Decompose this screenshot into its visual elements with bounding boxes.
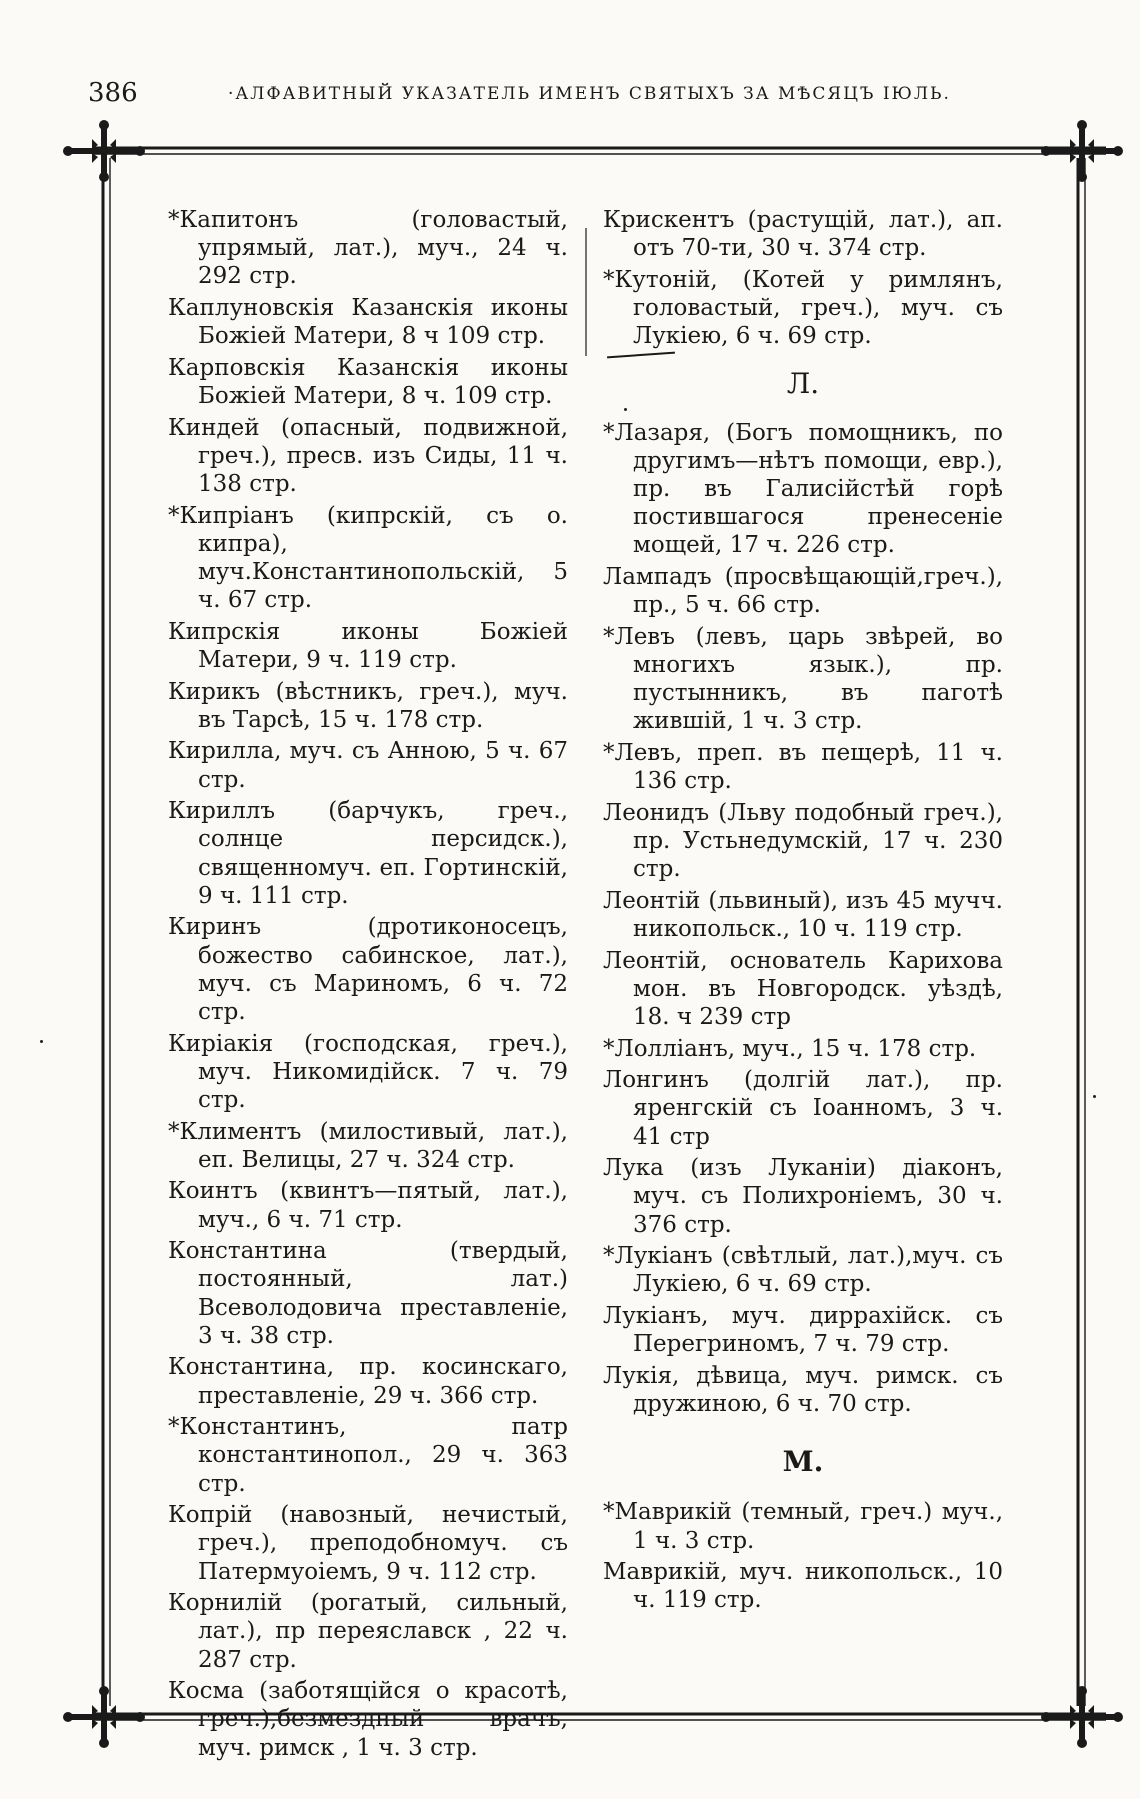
index-entry: *Кутоній, (Котей у римлянъ, головастый, греч.), муч. съ Лукіею, 6 ч. 69 стр. — [603, 266, 1003, 350]
index-entry: *Лолліанъ, муч., 15 ч. 178 стр. — [603, 1035, 977, 1062]
index-entry: Крискентъ (растущій, лат.), ап. отъ 70-ти, 30 ч. 374 стр. — [603, 207, 1003, 262]
index-entry: *Кипріанъ (кипрскій, съ о. кипра), муч.Константинопольскій, 5 ч. 67 стр. — [168, 502, 568, 614]
index-entry: *Маврикій (темный, греч.) муч., 1 ч. 3 стр. — [603, 1499, 1003, 1554]
right-column — [603, 206, 1003, 1618]
section-heading-m: М. — [782, 1445, 824, 1479]
print-speck — [40, 1040, 43, 1043]
corner-ornament-bottom-left-icon — [63, 1686, 145, 1748]
index-entry: Кипрскія иконы Божіей Матери, 9 ч. 119 стр. — [168, 618, 568, 673]
index-entry: *Лукіанъ (свѣтлый, лат.),муч. съ Лукіею, 6 ч. 69 стр. — [603, 1243, 1003, 1298]
index-entry: *Левъ (левъ, царь звѣрей, во многихъ язык.), пр. пустынникъ, въ паготѣ жившій, 1 ч. 3 стр. — [603, 623, 1003, 735]
running-title: ·АЛФАВИТНЫЙ УКАЗАТЕЛЬ ИМЕНЪ СВЯТЫХЪ ЗА МѢСЯЦЪ ІЮЛЬ. — [228, 84, 951, 104]
index-entry: Киндей (опасный, подвижной, греч.), пресв. изъ Сиды, 11 ч. 138 стр. — [168, 414, 568, 497]
left-column — [168, 206, 568, 1765]
index-entry: Лукія, дѣвица, муч. римск. съ дружиною, 6 ч. 70 стр. — [603, 1362, 1003, 1417]
index-entry: Маврикій, муч. никопольск., 10 ч. 119 стр. — [603, 1559, 1003, 1614]
index-entry: Каплуновскія Казанскія иконы Божіей Матери, 8 ч 109 стр. — [168, 295, 568, 350]
index-entry: Лонгинъ (долгій лат.), пр. яренгскій съ Іоанномъ, 3 ч. 41 стр — [603, 1067, 1003, 1150]
print-speck — [624, 408, 627, 411]
section-heading-l: Л. — [786, 367, 820, 401]
index-entry: *Левъ, преп. въ пещерѣ, 11 ч. 136 стр. — [603, 740, 1003, 795]
corner-ornament-top-left-icon — [63, 120, 145, 182]
index-entry: Кирикъ (вѣстникъ, греч.), муч. въ Тарсѣ, 15 ч. 178 стр. — [168, 678, 568, 733]
index-entry: *Лазаря, (Богъ помощникъ, по другимъ—нѣтъ помощи, евр.), пр. въ Галисійстѣй горѣ постившагося пренесеніе мощей, 17 ч. 226 стр. — [603, 419, 1003, 559]
index-entry: *Капитонъ (головастый, упрямый, лат.), муч., 24 ч. 292 стр. — [168, 207, 568, 290]
corner-ornament-bottom-right-icon — [1041, 1686, 1123, 1748]
index-entry: Леонтій, основатель Карихова мон. въ Новгородск. уѣздѣ, 18. ч 239 стр — [603, 947, 1003, 1031]
index-entry: Константина, пр. косинскаго, преставленіе, 29 ч. 366 стр. — [168, 1354, 568, 1409]
index-entry: Копрій (навозный, нечистый, греч.), преподобномуч. съ Патермуоіемъ, 9 ч. 112 стр. — [168, 1502, 568, 1585]
corner-ornament-top-right-icon — [1041, 120, 1123, 182]
index-entry: Косма (заботящійся о красотѣ, греч.),безмездный врачъ, муч. римск , 1 ч. 3 стр. — [168, 1678, 568, 1761]
index-entry: Лука (изъ Луканіи) діаконъ, муч. съ Полихроніемъ, 30 ч. 376 стр. — [603, 1155, 1003, 1238]
index-entry: Константина (твердый, постоянный, лат.) Всеволодовича преставленіе, 3 ч. 38 стр. — [168, 1238, 568, 1349]
index-entry: *Климентъ (милостивый, лат.), еп. Велицы, 27 ч. 324 стр. — [168, 1118, 568, 1173]
index-entry: Лампадъ (просвѣщающій,греч.), пр., 5 ч. 66 стр. — [603, 564, 1003, 619]
index-entry: Кирилла, муч. съ Анною, 5 ч. 67 стр. — [168, 738, 568, 793]
page-header — [88, 78, 1070, 118]
index-entry: Лукіанъ, муч. диррахійск. съ Перегриномъ, 7 ч. 79 стр. — [603, 1303, 1003, 1358]
index-entry: Леонтій (львиный), изъ 45 мучч. никопольск., 10 ч. 119 стр. — [603, 887, 1003, 943]
index-entry: Коинтъ (квинтъ—пятый, лат.), муч., 6 ч. 71 стр. — [168, 1178, 568, 1233]
index-entry: Киринъ (дротиконосецъ, божество сабинское, лат.), муч. съ Мариномъ, 6 ч. 72 стр. — [168, 914, 568, 1025]
index-entry: Корнилій (рогатый, сильный, лат.), пр переяславск , 22 ч. 287 стр. — [168, 1590, 568, 1673]
end-rule — [607, 352, 675, 359]
page-number: 386 — [88, 78, 138, 108]
index-entry: Карповскія Казанскія иконы Божіей Матери, 8 ч. 109 стр. — [168, 354, 568, 409]
index-entry: Кириллъ (барчукъ, греч., солнце персидск.), священномуч. еп. Гортинскій, 9 ч. 111 стр. — [168, 798, 568, 909]
print-speck — [1093, 1095, 1096, 1098]
index-entry: Киріакія (господская, греч.), муч. Никомидійск. 7 ч. 79 стр. — [168, 1030, 568, 1113]
index-entry: *Константинъ, патр константинопол., 29 ч. 363 стр. — [168, 1414, 568, 1497]
index-entry: Леонидъ (Льву подобный греч.), пр. Устьнедумскій, 17 ч. 230 стр. — [603, 799, 1003, 883]
